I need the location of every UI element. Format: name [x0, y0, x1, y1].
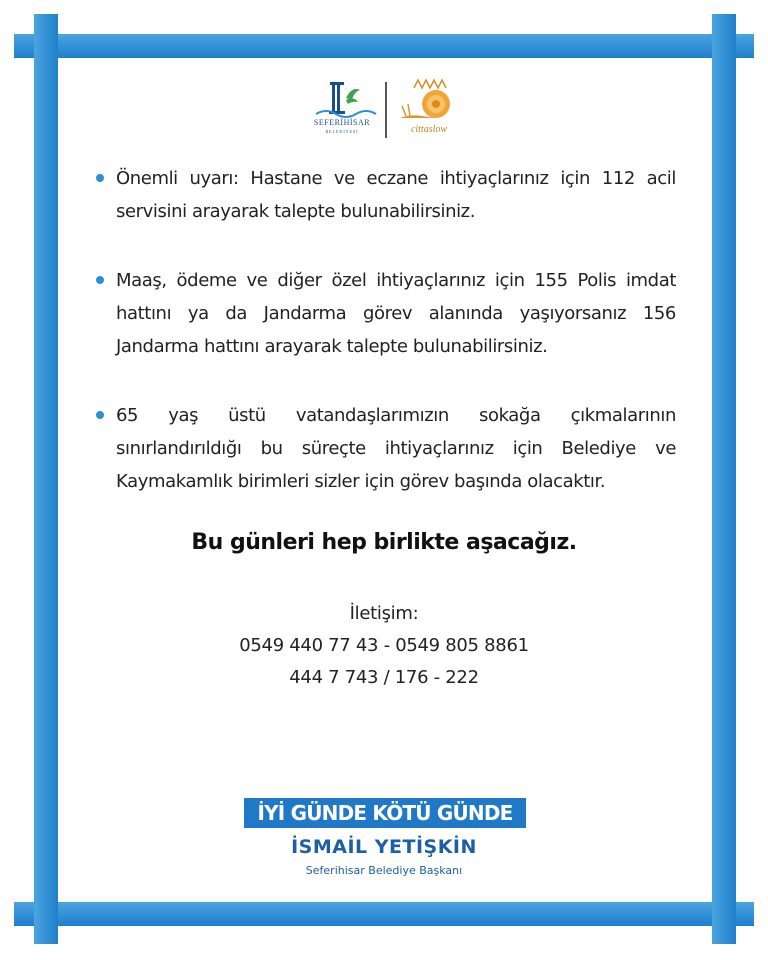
contact-label: İletişim:: [349, 603, 419, 624]
seferihisar-logo: [306, 78, 378, 142]
frame-bottom-bar: [14, 902, 754, 926]
notice-text: Önemli uyarı: Hastane ve eczane ihtiyaçlarınız için 112 acil servisini arayarak talepte bulunabilirsiniz.: [116, 168, 676, 222]
contact-phone-line-2: 444 7 743 / 176 - 222: [289, 667, 479, 688]
mayor-name: İSMAİL YETİŞKİN: [291, 836, 477, 858]
bullet-icon: [96, 174, 104, 182]
bullet-icon: [96, 276, 104, 284]
municipality-name: SEFERİHİSAR: [313, 118, 371, 127]
notice-text: 65 yaş üstü vatandaşlarımızın sokağa çıkmalarının sınırlandırıldığı bu süreçte ihtiyaçlarınız için Belediye ve Kaymakamlık birimleri sizler için görev başında olacaktır.: [116, 405, 676, 492]
bullet-icon: [96, 411, 104, 419]
header-logos: [300, 78, 470, 142]
frame-left-bar: [34, 14, 58, 944]
list-item: [96, 399, 676, 498]
frame-right-bar: [712, 14, 736, 944]
cittaslow-logo: [394, 78, 464, 142]
mayor-title: Seferihisar Belediye Başkanı: [305, 864, 463, 877]
notice-text: Maaş, ödeme ve diğer özel ihtiyaçlarınız için 155 Polis imdat hattını ya da Jandarma görev alanında yaşıyorsanız 156 Jandarma hattını arayarak talepte bulunabilirsiniz.: [116, 270, 676, 357]
contact-phone-line-1: 0549 440 77 43 - 0549 805 8861: [239, 635, 529, 656]
list-item: [96, 162, 676, 228]
municipality-sub: BELEDİYESİ: [325, 129, 359, 134]
signature-banner: İYİ GÜNDE KÖTÜ GÜNDE: [244, 798, 526, 828]
list-item: [96, 264, 676, 363]
column-icon: [306, 78, 378, 118]
cittaslow-label: cittaslow: [410, 124, 448, 135]
logo-divider: [385, 82, 387, 138]
frame-top-bar: [14, 34, 754, 58]
contact-block: [0, 598, 768, 694]
notice-list: [96, 162, 676, 534]
slogan: Bu günleri hep birlikte aşacağız.: [191, 530, 577, 555]
snail-icon: [394, 78, 464, 124]
